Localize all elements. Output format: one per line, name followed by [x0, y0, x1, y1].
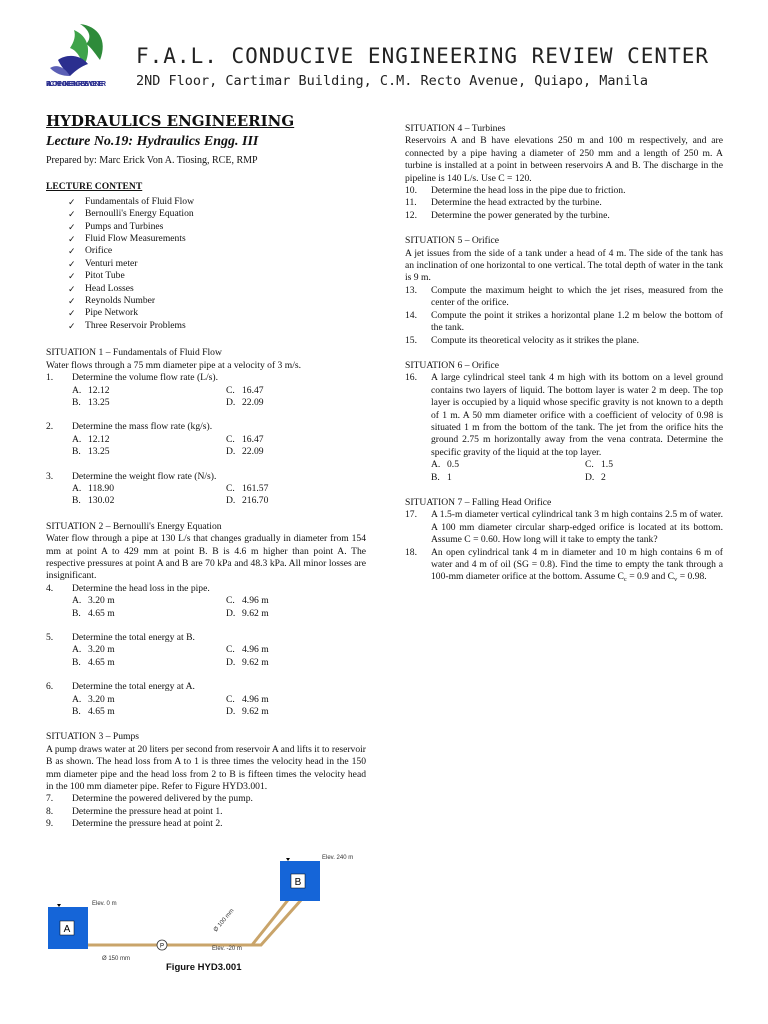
situation-5-text: A jet issues from the side of a tank under a head of 4 m. The side of the tank has an inclination of one horizontal to one vertical. The total depth of water in the tank is 9 m.: [405, 247, 723, 284]
logo-text: F.A.L.CON ENGINEERING REVIEW CENTER: [45, 81, 107, 88]
elevation-pump-label: Elev. -20 m: [212, 946, 242, 952]
situation-1-text: Water flows through a 75 mm diameter pipe at a velocity of 3 m/s.: [46, 359, 301, 371]
figure-caption: Figure HYD3.001: [166, 962, 242, 973]
list-item: ✓ Reynolds Number: [68, 295, 156, 307]
question-12: 12. Determine the power generated by the turbine.: [405, 209, 610, 221]
question-8: 8. Determine the pressure head at point 1.: [46, 805, 223, 817]
list-item: ✓ Venturi meter: [68, 257, 138, 269]
list-item: ✓ Three Reservoir Problems: [68, 319, 186, 331]
question-16: 16. A large cylindrical steel tank 4 m high with its bottom on a level ground contains two layers of liquid. The bottom layer is water 2 m deep. The top layer is occupied by a liquid whose specific gravity is not known to a depth of 1 m. A 50 mm diameter orifice with a coefficient of velocity of 0.98 is situated 1 m from the bottom of the tank. The jet from the orifice hits the ground 2.75 m horizontally away from the vena contrata. Determine the specific gravity of the liquid at the top layer.: [405, 372, 723, 458]
pump-system-diagram: [46, 852, 366, 972]
situation-2-title: SITUATION 2 – Bernoulli's Energy Equation: [46, 520, 222, 532]
checkmark-icon: ✓: [68, 320, 76, 331]
lecture-content-heading: LECTURE CONTENT: [46, 181, 143, 193]
list-item: ✓ Fluid Flow Measurements: [68, 233, 186, 245]
situation-5-title: SITUATION 5 – Orifice: [405, 235, 500, 247]
choices-q3: A. 118.90 C. 161.57 B. 130.02 D. 216.70: [72, 482, 269, 507]
checkmark-icon: ✓: [68, 196, 76, 207]
tank-b-label: B: [294, 877, 302, 888]
org-address: 2ND Floor, Cartimar Building, C.M. Recto Avenue, Quiapo, Manila: [136, 73, 649, 89]
checkmark-icon: ✓: [68, 271, 76, 282]
right-column: [405, 123, 723, 587]
question-6: 6. Determine the total energy at A.: [46, 681, 195, 693]
question-5: 5. Determine the total energy at B.: [46, 632, 195, 643]
checkmark-icon: ✓: [68, 209, 76, 220]
situation-3-title: SITUATION 3 – Pumps: [46, 731, 140, 743]
pump-label: P: [159, 943, 165, 950]
checkmark-icon: ✓: [68, 234, 76, 245]
falcon-logo: [40, 20, 112, 102]
question-17: 17. A 1.5-m diameter vertical cylindrical tank 3 m high contains 2.5 m of water. A 100 mm diameter circular sharp-edged orifice is located at its bottom. Assume C = 0.60. How long will it take to empty the tank?: [405, 509, 723, 546]
question-2: 2. Determine the mass flow rate (kg/s).: [46, 421, 213, 433]
checkmark-icon: ✓: [68, 283, 76, 294]
situation-6-title: SITUATION 6 – Orifice: [405, 359, 500, 371]
question-7: 7. Determine the powered delivered by the pump.: [46, 793, 253, 805]
question-14: 14. Compute the point it strikes a horizontal plane 1.2 m below the bottom of the tank.: [405, 309, 723, 334]
checkmark-icon: ✓: [68, 296, 76, 307]
water-level-a-icon: [57, 904, 61, 907]
question-18: 18. An open cylindrical tank 4 m in diameter and 10 m high contains 6 m of water and 4 m of oil (SG = 0.8). Find the time to empty the tank through a 100-mm diameter orifice at the bottom. Assume $C_c = 0.9$ and $C_v = 0.98$.: [405, 546, 723, 584]
checkmark-icon: ✓: [68, 308, 76, 319]
list-item: ✓ Fundamentals of Fluid Flow: [68, 195, 194, 207]
choices-q2: A. 12.12 C. 16.47 B. 13.25 D. 22.09: [72, 433, 264, 458]
question-11: 11. Determine the head extracted by the turbine.: [405, 197, 602, 209]
situation-1-title: SITUATION 1 – Fundamentals of Fluid Flow: [46, 347, 222, 359]
list-item: ✓ Head Losses: [68, 282, 134, 294]
list-item: ✓ Pumps and Turbines: [68, 220, 164, 232]
list-item: ✓ Bernoulli's Energy Equation: [68, 208, 194, 220]
elevation-b-label: Elev. 240 m: [322, 855, 354, 861]
choices-q16: A. 0.5 C. 1.5 B. 1 D. 2: [431, 459, 613, 483]
checkmark-icon: ✓: [68, 246, 76, 257]
situation-2-text: Water flow through a pipe at 130 L/s that changes gradually in diameter from 154 mm at point A to 429 mm at point B. B is 4.6 m higher than point A. The respective pressures at point A and B are 70 kPa and 48.3 kPa. All minor losses are insignificant.: [46, 533, 366, 582]
question-15: 15. Compute its theoretical velocity as it strikes the plane.: [405, 334, 640, 346]
tank-a-label: A: [63, 924, 71, 935]
left-column: [46, 111, 366, 831]
lecture-title: Lecture No.19: Hydraulics Engg. III: [46, 134, 259, 149]
situation-4-text: Reservoirs A and B have elevations 250 m and 100 m respectively, and are connected by a pipe having a diameter of 250 mm and a length of 250 m. A turbine is installed at a point in between reservoirs A and B. The discharge in the pipeline is 140 L/s. Use C = 120.: [405, 135, 723, 184]
pipe-100-label: Ø 100 mm: [212, 907, 236, 934]
question-9: 9. Determine the pressure head at point 2.: [46, 818, 223, 830]
question-13: 13. Compute the maximum height to which the jet rises, measured from the center of the orifice.: [405, 284, 723, 309]
water-level-b-icon: [286, 858, 290, 861]
question-1: 1. Determine the volume flow rate (L/s).: [46, 372, 218, 384]
list-item: ✓ Orifice: [68, 245, 113, 257]
org-name: F.A.L. CONDUCIVE ENGINEERING REVIEW CENTER: [136, 44, 710, 68]
choices-q1: A. 12.12 C. 16.47 B. 13.25 D. 22.09: [72, 384, 264, 408]
question-10: 10. Determine the head loss in the pipe due to friction.: [405, 185, 626, 197]
choices-q6: A. 3.20 m C. 4.96 m B. 4.65 m D. 9.62 m: [72, 693, 269, 718]
checkmark-icon: ✓: [68, 221, 76, 232]
question-4: 4. Determine the head loss in the pipe.: [46, 582, 210, 594]
situation-3-text: A pump draws water at 20 liters per second from reservoir A and lifts it to reservoir B as shown. The head loss from A to 1 is three times the velocity head in the 150 mm diameter pipe and the head loss from 2 to B is fifteen times the velocity head in the 100 mm diameter pipe. Refer to Figure HYD3.001.: [46, 743, 366, 793]
choices-q4: A. 3.20 m C. 4.96 m B. 4.65 m D. 9.62 m: [72, 595, 269, 619]
list-item: ✓ Pitot Tube: [68, 270, 125, 282]
checkmark-icon: ✓: [68, 258, 76, 269]
elevation-a-label: Elev. 0 m: [92, 901, 117, 907]
list-item: ✓ Pipe Network: [68, 307, 139, 319]
prepared-by: Prepared by: Marc Erick Von A. Tiosing, RCE, RMP: [46, 155, 258, 166]
page-header: [0, 0, 768, 100]
subject-title: HYDRAULICS ENGINEERING: [46, 112, 295, 130]
question-3: 3. Determine the weight flow rate (N/s).: [46, 470, 217, 482]
pipe-150-label: Ø 150 mm: [102, 956, 131, 962]
choices-q5: A. 3.20 m C. 4.96 m B. 4.65 m D. 9.62 m: [72, 644, 269, 668]
lecture-content-list: [68, 196, 366, 332]
situation-4-title: SITUATION 4 – Turbines: [405, 123, 506, 134]
situation-7-title: SITUATION 7 – Falling Head Orifice: [405, 496, 552, 508]
